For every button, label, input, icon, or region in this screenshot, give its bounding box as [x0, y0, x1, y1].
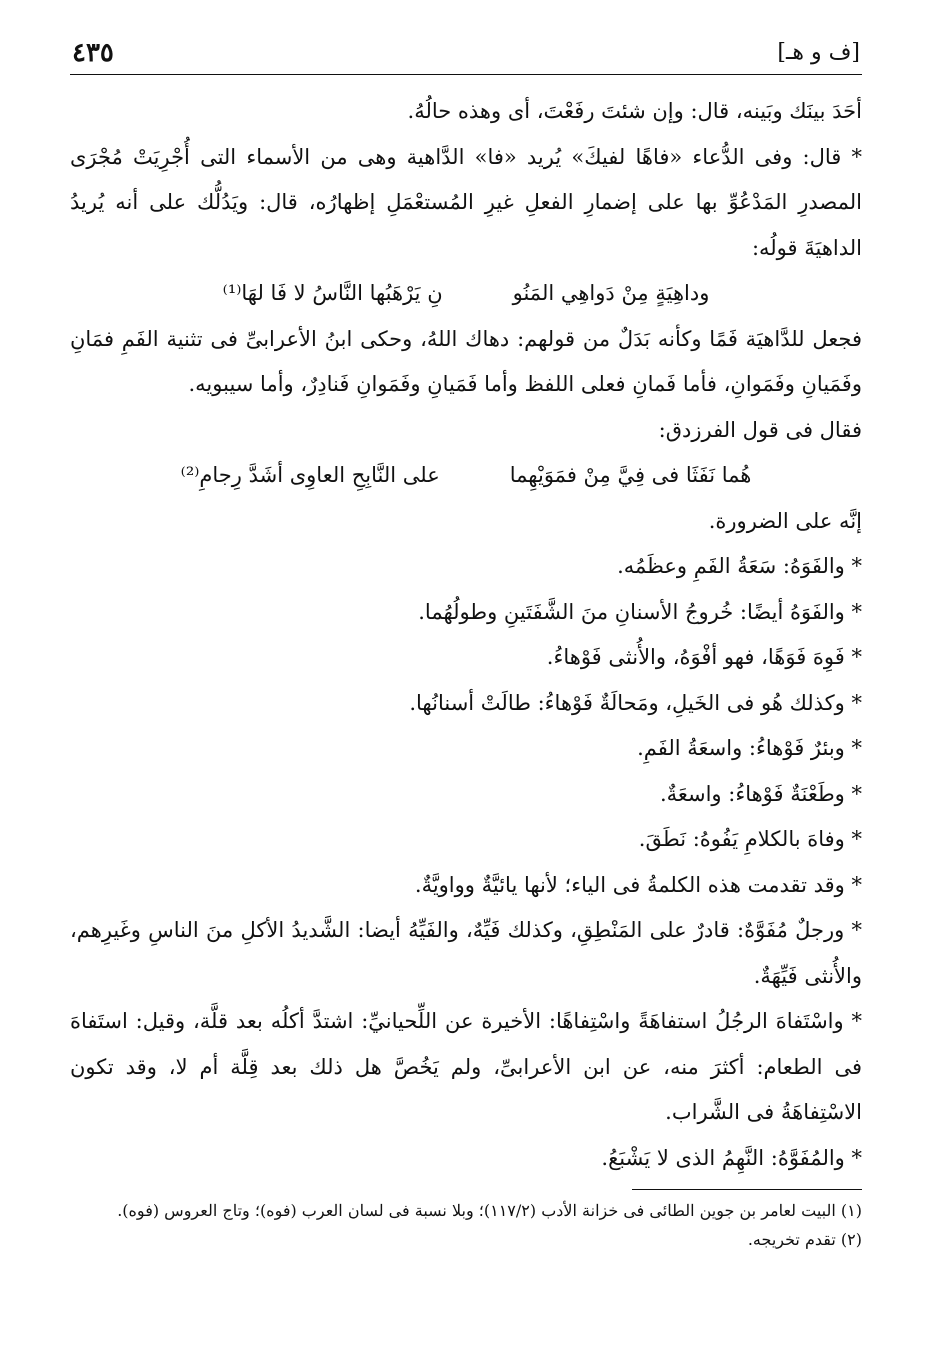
footnote-1: (١) البيت لعامر بن جوين الطائى فى خزانة الأدب (١١٧/٢)؛ وبلا نسبة فى لسان العرب (فوه)؛ وتاج العروس (فوه).	[117, 1201, 862, 1220]
footnote-divider	[632, 1189, 862, 1190]
footnote-2: (٢) تقدم تخريجه.	[747, 1230, 862, 1249]
book-page	[70, 38, 862, 1349]
dictionary-entry: * فَوِهَ فَوَهًا، فهو أفْوَهُ، والأُنثى فَوْهاءُ.	[546, 645, 862, 669]
page-number: ٤٣٥	[72, 38, 114, 68]
dictionary-entry: * ورجلٌ مُفَوَّهٌ: قادرٌ على المَنْطِقِ، وكذلك فَيِّهٌ، والفَيِّهُ أيضا: الشَّديدُ الأكلِ منَ الناسِ وغَيرِهم، والأُنثى فَيِّهَةٌ.	[70, 918, 862, 988]
main-text	[70, 89, 862, 1181]
paragraph: إنَّه على الضرورة.	[708, 508, 862, 533]
dictionary-entry: * والفَوَهُ أيضًا: خُروجُ الأسنانِ منَ الشَّفَتَينِ وطولُهُما.	[418, 599, 862, 624]
footnotes	[70, 1196, 862, 1254]
verse-line	[70, 271, 862, 317]
dictionary-entry: * وفاهَ بالكلامِ يَفُوهُ: نَطَقَ.	[638, 827, 862, 851]
root-heading: [ف و هـ]	[777, 40, 860, 65]
dictionary-entry: * واسْتَفاهَ الرجُلُ استفاهَةً واسْتِفاهًا: الأخيرة عن اللِّحيانيِّ: اشتدَّ أكلُه بعد قلَّة، وقيل: استَفاهَ فى الطعام: أكثرَ منه، عن ابن الأعرابىِّ، ولم يَخُصَّ هل ذلك بعد قِلَّة أم لا، وقد تكون الاسْتِفاهَةُ فى الشَّراب.	[70, 1009, 862, 1124]
dictionary-entry: * وطَعْنَةٌ فَوْهاءُ: واسعَةٌ.	[659, 781, 862, 806]
verse-hemistich-second: نِ يَرْهَبُها النَّاسُ لا فَا لهَا⁽¹⁾	[222, 281, 443, 305]
dictionary-entry: * والمُفَوَّهُ: النَّهِمُ الذى لا يَشْبَعُ.	[601, 1145, 862, 1170]
paragraph: أحَدَ بينَك وبَينه، قال: وإن شئتَ رفَعْتَ، أى وهذه حالُهُ.	[407, 99, 862, 123]
dictionary-entry: * وقد تقدمت هذه الكلمةُ فى الياء؛ لأنها يائيَّةٌ وواويَّةٌ.	[414, 872, 862, 897]
paragraph: فجعل للدَّاهيَة فَمًا وكأنه بَدَلٌ من قولهم: دهاك اللهُ، وحكى ابنُ الأعرابىِّ فى تثنية الفَمِ فمَانِ وفَمَيانِ وفَمَوانِ، فأما فَمانِ فعلى اللفظ وأما فَمَيانِ وفَمَوانِ فَنادِرٌ، وأما سيبويه.	[70, 326, 862, 396]
dictionary-entry: * وكذلك هُو فى الخَيلِ، ومَحالَةٌ فَوْهاءُ: طالَتْ أسنانُها.	[409, 690, 862, 715]
verse-hemistich-first: هُما نَفَثَا فى فِيَّ مِنْ فمَوَيْهِما	[509, 463, 752, 487]
dictionary-entry: * وبئرٌ فَوْهاءُ: واسعَةُ الفَمِ.	[637, 736, 862, 760]
page-header	[70, 38, 862, 75]
verse-line	[70, 453, 862, 499]
paragraph: فقال فى قول الفرزدق:	[658, 417, 862, 442]
paragraph: * قال: وفى الدُّعاء «فاهًا لفيكَ» يُريد «فا» الدَّاهية وهى من الأسماء التى أُجْرِيَتْ مُجْرَى المصدرِ المَدْعُوِّ بها على إضمارِ الفعلِ غيرِ المُستعْمَلِ إظهارُه، قال: ويَدُلُّك على أنه يُريدُ الداهيَةَ قولُه:	[70, 144, 862, 260]
dictionary-entry: * والفَوَهُ: سَعَةُ الفَمِ وعظَمُه.	[617, 554, 862, 578]
verse-hemistich-second: على النَّابِحِ العاوِى أشَدَّ رِجامِ⁽²⁾	[180, 463, 440, 487]
verse-hemistich-first: وداهِيَةٍ مِنْ دَواهِي المَنُو	[512, 281, 710, 305]
